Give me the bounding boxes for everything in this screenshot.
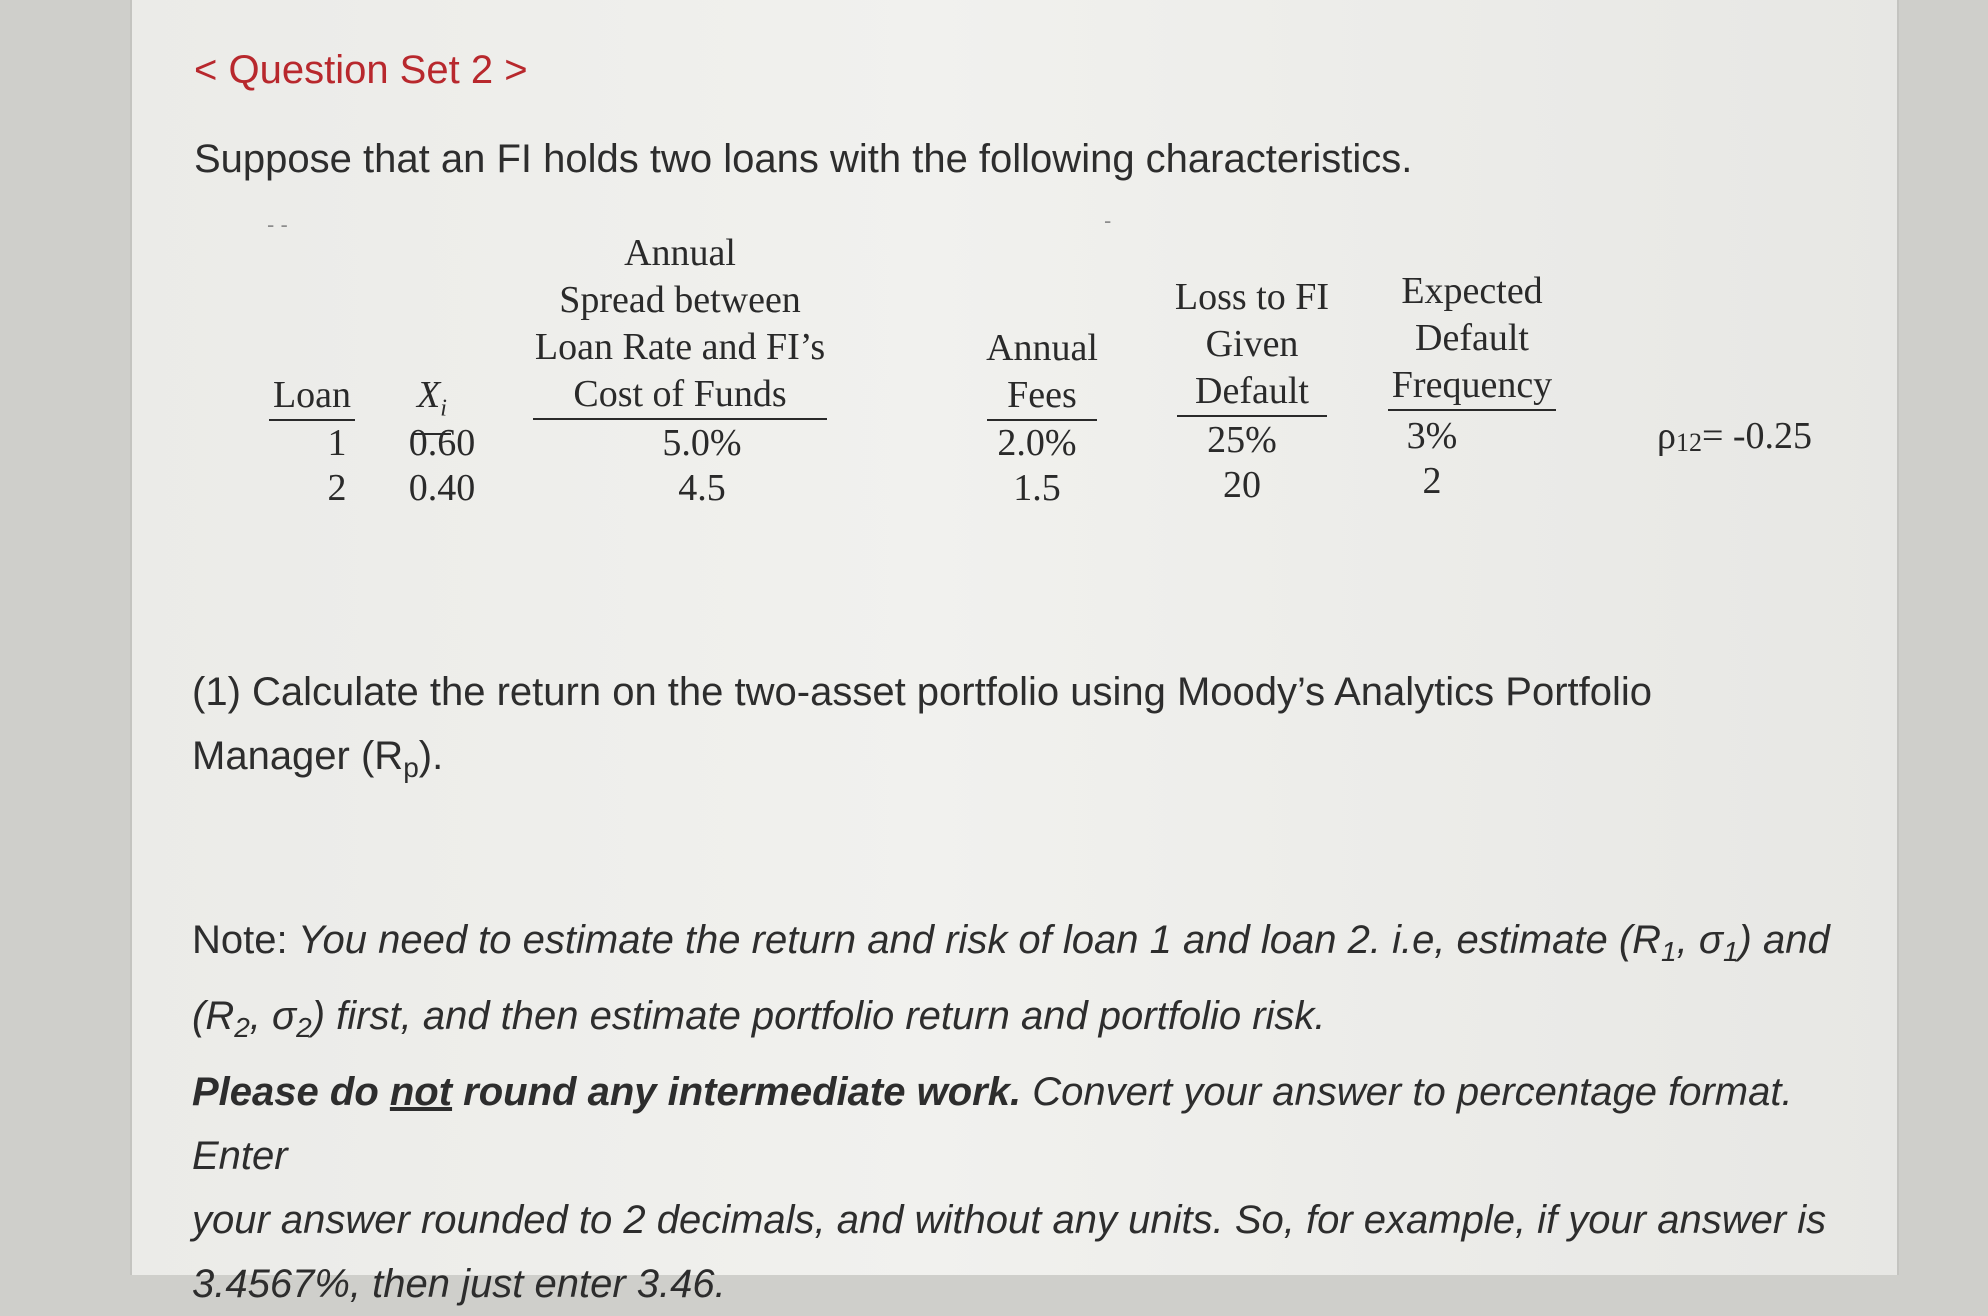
note-segment: You need to estimate the return and risk of loan 1 and loan 2. i.e, estimate (R: [287, 918, 1662, 962]
note-subscript: 2: [234, 1012, 250, 1043]
scan-mark: - -: [267, 212, 288, 237]
instructions-line: [192, 1060, 1897, 1188]
header-edf-line: Frequency: [1388, 362, 1556, 411]
correlation-label: [1657, 413, 1812, 466]
header-expected-default-frequency: [1372, 268, 1572, 411]
header-spread-line: Cost of Funds: [533, 371, 826, 420]
header-loan: [252, 372, 372, 421]
header-spread-line: Annual: [624, 232, 736, 274]
question-rp-subscript: p: [403, 752, 419, 783]
row1-spread: 5.0%: [662, 422, 742, 464]
instructions-line: your answer rounded to 2 decimals, and without any units. So, for example, if your answer is: [192, 1198, 1827, 1242]
question-line: (1) Calculate the return on the two-asset portfolio using Moody’s Analytics Portfolio: [192, 670, 1652, 714]
instructions-bold: round any intermediate work.: [452, 1070, 1022, 1114]
header-lgd-line: Loss to FI: [1174, 276, 1330, 318]
header-edf-line: Expected: [1401, 270, 1543, 312]
header-loss-given-default: [1152, 274, 1352, 417]
question-line: [192, 724, 1652, 800]
header-lgd-line: Given: [1205, 323, 1299, 365]
question-text: [192, 660, 1652, 800]
row1-x: 0.60: [408, 422, 476, 464]
question-set-title[interactable]: < Question Set 2 >: [194, 48, 528, 92]
note-label: Note:: [192, 918, 288, 962]
header-fees: [952, 325, 1132, 421]
row2-spread: 4.5: [678, 467, 726, 509]
question-rp-suffix: ).: [418, 734, 444, 778]
row2-x: 0.40: [408, 467, 476, 509]
note-line: [192, 908, 1830, 984]
note-segment: ) first, and then estimate portfolio return and portfolio risk.: [311, 994, 1326, 1038]
header-edf-line: Default: [1415, 317, 1529, 359]
rho-subscript: 12: [1675, 428, 1702, 457]
scan-mark: -: [1104, 208, 1112, 233]
row1-edf: 3%: [1406, 415, 1458, 457]
note-segment: , σ: [249, 994, 297, 1038]
instructions-not: not: [389, 1070, 453, 1114]
row1-fees: 2.0%: [997, 422, 1077, 464]
row2-lgd: 20: [1223, 464, 1261, 506]
note-segment: (R: [192, 994, 235, 1038]
question-rp-prefix: Manager (R: [192, 734, 404, 778]
row1-loan: 1: [327, 422, 347, 464]
note-subscript: 2: [296, 1012, 312, 1043]
header-spread-line: Loan Rate and FI’s: [534, 326, 826, 368]
row1-lgd: 25%: [1207, 419, 1277, 461]
note-line: [192, 984, 1830, 1060]
note-text: [192, 908, 1830, 1060]
loan-table: [132, 0, 1897, 520]
row2-fees: 1.5: [1013, 467, 1061, 509]
instructions-bold: Please do: [192, 1070, 390, 1114]
rho-value: = -0.25: [1701, 415, 1813, 457]
note-subscript: 1: [1661, 936, 1677, 967]
header-fees-line: Annual: [986, 327, 1098, 369]
note-segment: ) and: [1738, 918, 1830, 962]
header-fees-line: Fees: [987, 372, 1097, 421]
instructions-segment: Convert your answer to percentage format. Enter: [192, 1070, 1793, 1178]
instructions-text: [192, 1060, 1897, 1316]
header-x-symbol: X: [417, 374, 441, 416]
row2-loan: 2: [327, 467, 347, 509]
header-spread-line: Spread between: [559, 279, 801, 321]
header-x-subscript: i: [440, 395, 447, 422]
intro-text: Suppose that an FI holds two loans with the following characteristics.: [194, 137, 1413, 181]
header-spread: [510, 230, 850, 420]
instructions-line: 3.4567%, then just enter 3.46.: [192, 1262, 726, 1306]
header-loan-label: Loan: [269, 372, 355, 421]
note-subscript: 1: [1722, 936, 1739, 967]
question-page: [130, 0, 1899, 1306]
rho-symbol: ρ: [1657, 415, 1676, 457]
row2-edf: 2: [1422, 460, 1442, 502]
note-segment: , σ: [1676, 918, 1723, 962]
header-lgd-line: Default: [1177, 368, 1327, 417]
